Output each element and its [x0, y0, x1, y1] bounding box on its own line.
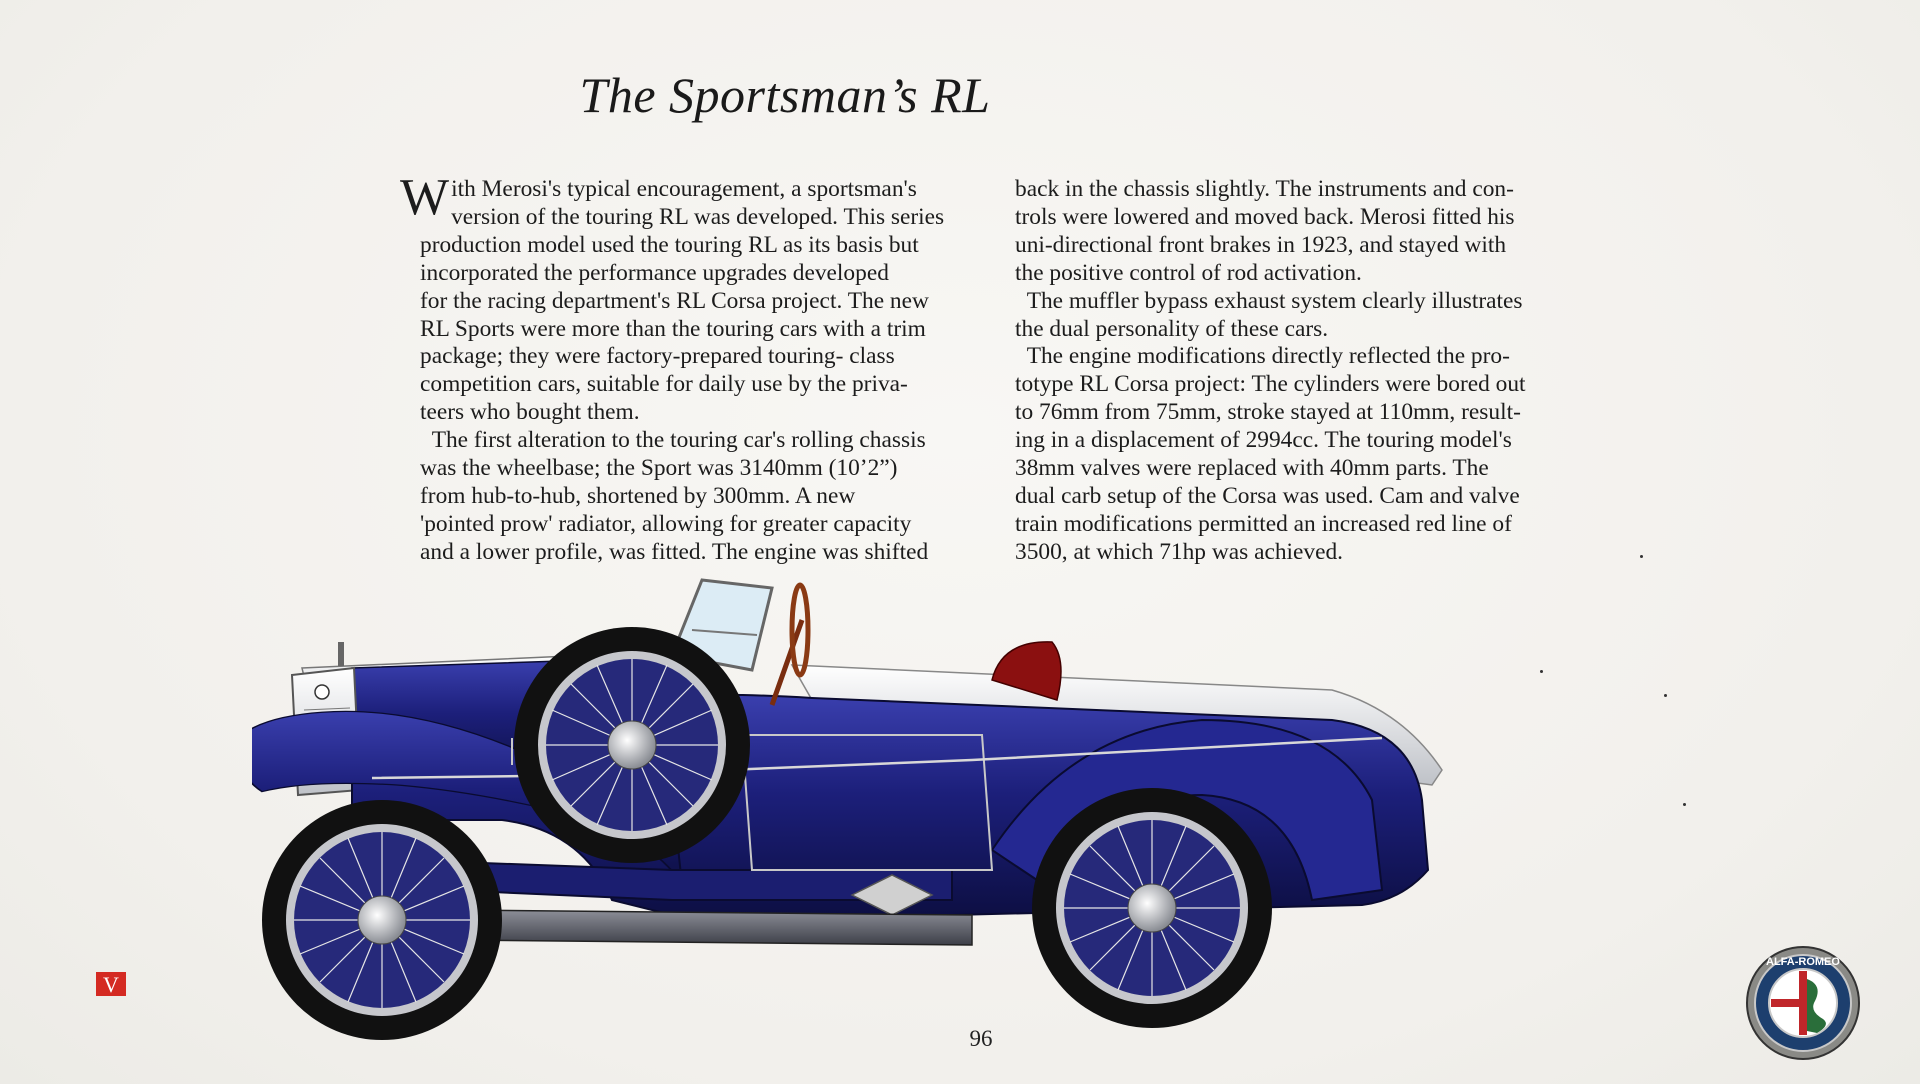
page-number: 96	[969, 1026, 993, 1051]
paragraph-line: train modifications permitted an increased red line of	[1015, 510, 1512, 537]
paragraph-line: 38mm valves were replaced with 40mm parts. The	[1015, 455, 1489, 482]
paragraph-line: back in the chassis slightly. The instruments and con-	[1015, 176, 1514, 202]
speck	[1664, 694, 1667, 697]
paragraph-line: With Merosi's typical encouragement, a sportsman's	[400, 169, 917, 226]
paragraph-line: ing in a displacement of 2994cc. The touring model's	[1015, 427, 1512, 454]
paragraph-line: The muffler bypass exhaust system clearly illustrates	[1015, 287, 1523, 314]
svg-text:V: V	[103, 972, 119, 996]
paragraph-line: was the wheelbase; the Sport was 3140mm (10’2”)	[420, 455, 898, 482]
paragraph-line: totype RL Corsa project: The cylinders were bored out	[1015, 371, 1526, 398]
paragraph-line: from hub-to-hub, shortened by 300mm. A new	[420, 482, 856, 509]
car-illustration	[252, 570, 1692, 1040]
paragraph-line: the positive control of rod activation.	[1015, 259, 1362, 286]
paragraph-line: for the racing department's RL Corsa project. The new	[420, 287, 929, 314]
paragraph-line: and a lower profile, was fitted. The engine was shifted	[420, 538, 929, 565]
paragraph-line: production model used the touring RL as its basis but	[420, 231, 919, 258]
speck	[1640, 555, 1643, 558]
paragraph-line: 'pointed prow' radiator, allowing for greater capacity	[420, 510, 912, 537]
speck	[1683, 803, 1686, 806]
text-column-left	[400, 169, 945, 567]
text-column-right	[1015, 176, 1526, 567]
paragraph-line: version of the touring RL was developed. This series	[451, 203, 945, 230]
publisher-logo	[96, 972, 126, 996]
paragraph-line: teers who bought them.	[420, 399, 640, 426]
paragraph-line: dual carb setup of the Corsa was used. Cam and valve	[1015, 482, 1520, 509]
paragraph-line: incorporated the performance upgrades developed	[420, 259, 889, 286]
svg-text:ALFA-ROMEO: ALFA-ROMEO	[1766, 956, 1840, 968]
page-title: The Sportsman’s RL	[579, 67, 991, 123]
paragraph-line: The first alteration to the touring car's rolling chassis	[420, 427, 926, 454]
paragraph-line: competition cars, suitable for daily use by the priva-	[420, 371, 908, 398]
paragraph-line: RL Sports were more than the touring cars with a trim	[420, 315, 926, 342]
paragraph-line: The engine modifications directly reflected the pro-	[1015, 343, 1510, 370]
drop-cap: W	[400, 169, 450, 226]
paragraph-line: to 76mm from 75mm, stroke stayed at 110mm, result-	[1015, 399, 1521, 426]
speck	[1540, 670, 1543, 673]
paragraph-line: uni-directional front brakes in 1923, and stayed with	[1015, 231, 1507, 258]
paragraph-line: package; they were factory-prepared touring- class	[420, 343, 895, 370]
paragraph-line: trols were lowered and moved back. Merosi fitted his	[1015, 203, 1515, 230]
paragraph-line: the dual personality of these cars.	[1015, 315, 1329, 342]
paragraph-line: 3500, at which 71hp was achieved.	[1015, 538, 1344, 565]
